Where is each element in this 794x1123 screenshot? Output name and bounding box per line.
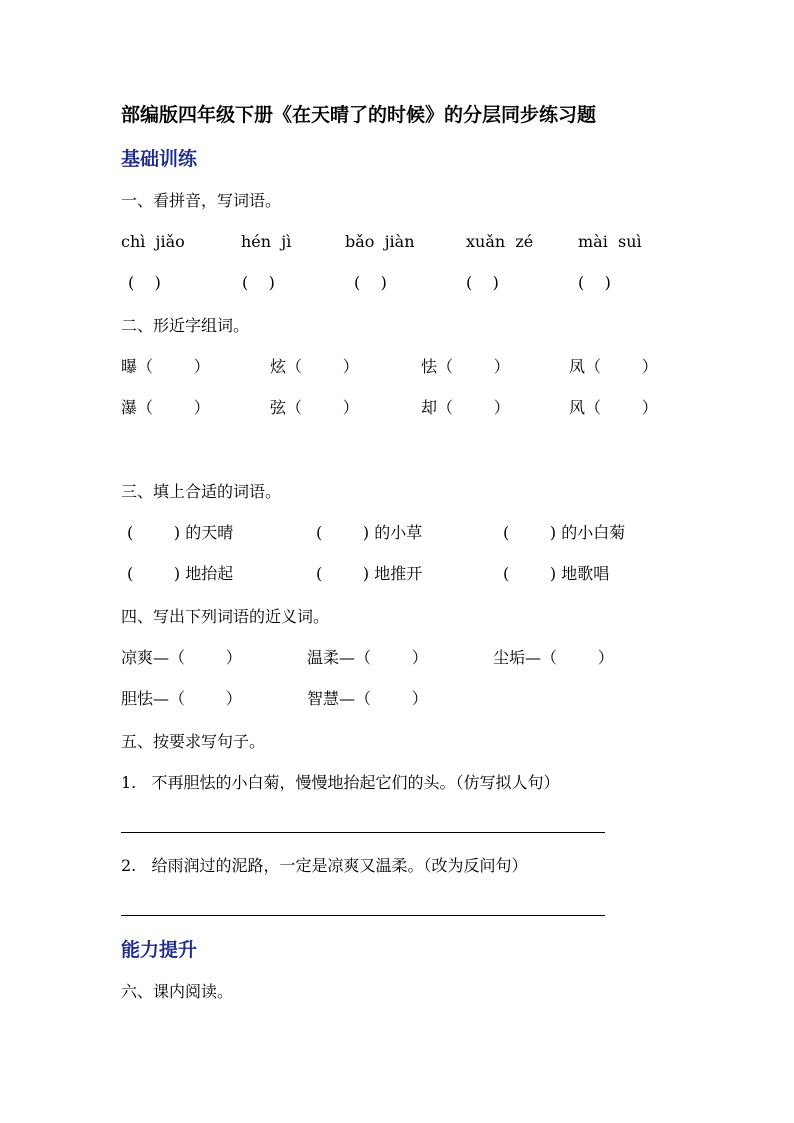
synonym-item[interactable]: 温柔—（ ） [307,648,428,667]
char-item[interactable]: 怯（ ） [421,357,510,376]
section-heading-basic: 基础训练 [121,148,198,170]
sentence-task-2: 2. 给雨润过的泥路，一定是凉爽又温柔。（改为反问句） [121,856,528,875]
sentence-task-1: 1. 不再胆怯的小白菊，慢慢地抬起它们的头。（仿写拟人句） [121,773,560,792]
question-4-label: 四、写出下列词语的近义词。 [121,607,330,626]
fill-item[interactable]: ( ) 地歌唱 [503,564,610,583]
answer-blank-1[interactable]: ( ) [128,273,161,292]
answer-blank-2[interactable]: ( ) [242,273,275,292]
char-item[interactable]: 弦（ ） [270,398,359,417]
fill-item[interactable]: ( ) 地推开 [316,564,423,583]
question-6-label: 六、课内阅读。 [121,982,234,1001]
pinyin-5: mài suì [578,232,642,251]
question-3-label: 三、填上合适的词语。 [121,482,282,501]
section-heading-advanced: 能力提升 [121,939,198,961]
question-5-label: 五、按要求写句子。 [121,732,266,751]
question-1-label: 一、看拼音，写词语。 [121,191,282,210]
pinyin-4: xuǎn zé [466,232,534,251]
char-item[interactable]: 炫（ ） [270,357,359,376]
pinyin-3: bǎo jiàn [345,232,415,251]
char-item[interactable]: 却（ ） [421,398,510,417]
pinyin-1: chì jiǎo [121,232,185,251]
answer-blank-5[interactable]: ( ) [578,273,611,292]
char-item[interactable]: 凤（ ） [569,357,658,376]
answer-blank-4[interactable]: ( ) [466,273,499,292]
answer-blank-3[interactable]: ( ) [354,273,387,292]
answer-line-2[interactable] [121,915,605,916]
pinyin-2: hén jì [241,232,292,251]
synonym-item[interactable]: 凉爽—（ ） [121,648,242,667]
question-2-label: 二、形近字组词。 [121,316,250,335]
char-item[interactable]: 风（ ） [569,398,658,417]
synonym-item[interactable]: 胆怯—（ ） [121,689,242,708]
page-title: 部编版四年级下册《在天晴了的时候》的分层同步练习题 [121,104,597,126]
answer-line-1[interactable] [121,832,605,833]
synonym-item[interactable]: 智慧—（ ） [307,689,428,708]
fill-item[interactable]: ( ) 的小白菊 [503,523,626,542]
char-item[interactable]: 曝（ ） [121,357,210,376]
synonym-item[interactable]: 尘垢—（ ） [493,648,614,667]
fill-item[interactable]: ( ) 地抬起 [127,564,234,583]
fill-item[interactable]: ( ) 的天晴 [127,523,234,542]
char-item[interactable]: 瀑（ ） [121,398,210,417]
fill-item[interactable]: ( ) 的小草 [316,523,423,542]
